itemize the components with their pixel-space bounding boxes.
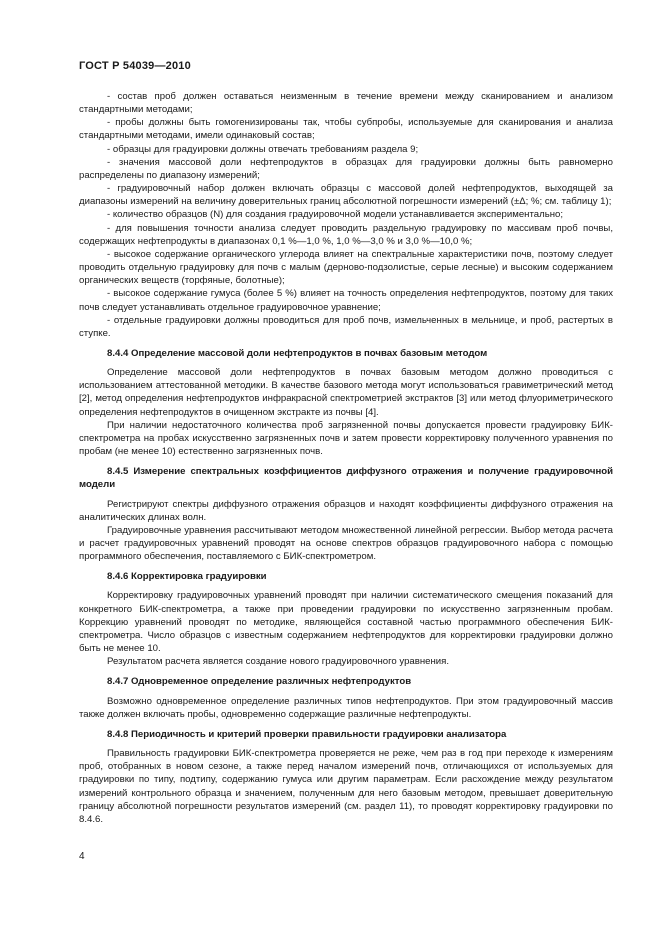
paragraph: При наличии недостаточного количества проб загрязненной почвы допускается провести градуировку БИК-спектрометра на пробах искусственно загрязненных почв и затем провести корректировку полученного уравнения по пробам (не менее 10) естественно загрязненных почв. bbox=[79, 419, 613, 458]
paragraph: Регистрируют спектры диффузного отражения образцов и находят коэффициенты диффузного отражения на аналитических длинах волн. bbox=[79, 498, 613, 523]
list-item: - пробы должны быть гомогенизированы так, чтобы субпробы, используемые для сканирования и анализа стандартными методами, имели одинаковый состав; bbox=[79, 117, 613, 142]
section-8-4-6 bbox=[79, 570, 613, 668]
requirements-list bbox=[79, 90, 613, 340]
paragraph: Правильность градуировки БИК-спектрометра проверяется не реже, чем раз в год при переходе к измерениям проб, отобранных в новом сезоне, а также перед началом измерений почв, отличающихся от используемых для градуировки по типу, подтипу, содержанию гумуса или другим параметрам. Если расхождение между результатом измерений контрольного образца и значением, полученным для него базовым методом, превышает доверительную границу абсолютной погрешности результатов измерений (см. раздел 11), то проводят корректировку градуировки по 8.4.6. bbox=[79, 748, 613, 825]
list-item: - состав проб должен оставаться неизменным в течение времени между сканированием и анализом стандартными методами; bbox=[79, 91, 613, 116]
list-item: - значения массовой доли нефтепродуктов в образцах для градуировки должны быть равномерно распределены по диапазону измерений; bbox=[79, 156, 613, 181]
list-item: - отдельные градуировки должны проводиться для проб почв, измельченных в мельнице, и проб, растертых в ступке. bbox=[79, 314, 613, 339]
list-item: - высокое содержание гумуса (более 5 %) влияет на точность определения нефтепродуктов, поэтому для таких почв следует устанавливать отдельное градуировочное уравнение; bbox=[79, 288, 613, 313]
section-heading: 8.4.8 Периодичность и критерий проверки правильности градуировки анализатора bbox=[107, 728, 507, 740]
document-body bbox=[79, 90, 613, 826]
section-8-4-5 bbox=[79, 465, 613, 563]
list-item: - количество образцов (N) для создания градуировочной модели устанавливается экспериментально; bbox=[107, 209, 564, 221]
paragraph: Корректировку градуировочных уравнений проводят при наличии систематического смещения показаний для конкретного БИК-спектрометра, а также при проведении градуировки по искусственно загрязненным пробам. Коррекцию уравнений проводят по методике, являющейся составной частью программного обеспечения БИК-спектрометра. Число образцов с известным содержанием нефтепродуктов для корректировки градуировки должно быть не менее 10. bbox=[79, 590, 613, 655]
paragraph: Определение массовой доли нефтепродуктов в почвах базовым методом должно проводиться с использованием аттестованной методики. В качестве базового метода могут использоваться гравиметрический метод [2], метод определения нефтепродуктов инфракрасной спектрометрией экстрактов [3] или метод флуориметрического определения нефтепродуктов в очищенном экстракте из почвы [4]. bbox=[79, 367, 613, 418]
page-number: 4 bbox=[79, 851, 85, 862]
section-8-4-4 bbox=[79, 347, 613, 458]
section-heading: 8.4.4 Определение массовой доли нефтепродуктов в почвах базовым методом bbox=[107, 347, 488, 359]
paragraph: Градуировочные уравнения рассчитывают методом множественной линейной регрессии. Выбор метода расчета и расчет градуировочных уравнений проводят на основе спектров образцов градуировочного набора с помощью программного обеспечения, поставляемого с БИК-спектрометром. bbox=[79, 524, 613, 563]
section-heading: 8.4.5 Измерение спектральных коэффициентов диффузного отражения и получение градуировочной модели bbox=[79, 466, 613, 491]
section-heading: 8.4.7 Одновременное определение различных нефтепродуктов bbox=[107, 676, 412, 688]
list-item: - образцы для градуировки должны отвечать требованиям раздела 9; bbox=[107, 143, 419, 155]
section-heading: 8.4.6 Корректировка градуировки bbox=[107, 571, 267, 583]
list-item: - градуировочный набор должен включать образцы с массовой долей нефтепродуктов, выходящей за диапазоны измерений на величину доверительных границ абсолютной погрешности измерений (±Δ; %; см. таблицу 1); bbox=[79, 183, 613, 208]
section-8-4-8 bbox=[79, 728, 613, 826]
paragraph: Возможно одновременное определение различных типов нефтепродуктов. При этом градуировочный массив также должен включать пробы, одновременно содержащие различные нефтепродукты. bbox=[79, 695, 613, 720]
paragraph: Результатом расчета является создание нового градуировочного уравнения. bbox=[107, 656, 450, 668]
document-header: ГОСТ Р 54039—2010 bbox=[79, 60, 191, 72]
section-8-4-7 bbox=[79, 675, 613, 720]
list-item: - высокое содержание органического углерода влияет на спектральные характеристики почв, поэтому следует проводить отдельную градуировку для почв с малым (дерново-подзолистые, серые лесные) и высоким содержанием органических веществ (торфяные, болотные); bbox=[79, 248, 613, 287]
list-item: - для повышения точности анализа следует проводить раздельную градуировку по массивам проб почвы, содержащих нефтепродукты в диапазонах 0,1 %—1,0 %, 1,0 %—3,0 % и 3,0 %—10,0 %; bbox=[79, 222, 613, 247]
